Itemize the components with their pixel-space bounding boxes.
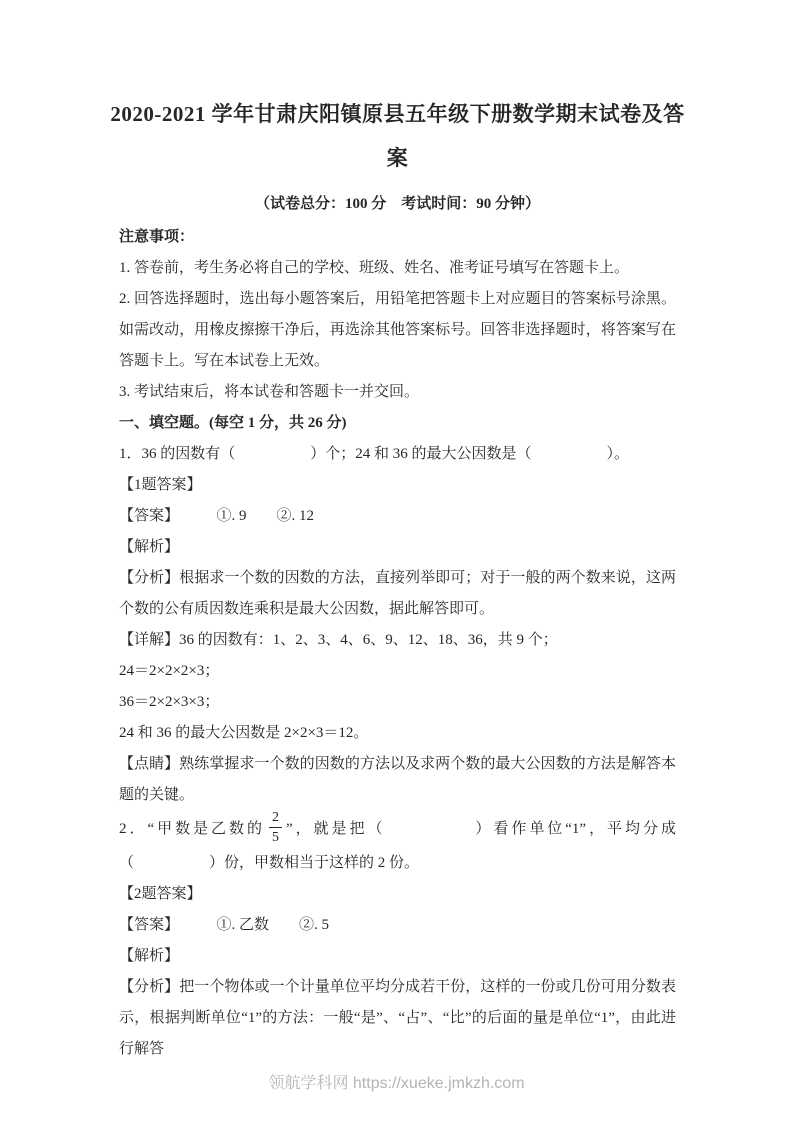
q1-equation-1: 24＝2×2×2×3； xyxy=(119,663,220,679)
page-title: 2020-2021 学年甘肃庆阳镇原县五年级下册数学期末试卷及答案 xyxy=(110,102,685,170)
question-2-text xyxy=(119,811,676,879)
q1-detail: 【详解】36 的因数有：1、2、3、4、6、9、12、18、36，共 9 个； xyxy=(119,632,558,648)
notice-item-1: 1. 答卷前，考生务必将自己的学校、班级、姓名、准考证号填写在答题卡上。 xyxy=(119,260,630,276)
question-1-text: 1．36 的因数有（ ）个；24 和 36 的最大公因数是（ ）。 xyxy=(119,446,630,462)
watermark xyxy=(0,1074,793,1094)
q1-answer: 【答案】 ①. 9 ②. 12 xyxy=(119,508,315,524)
notice-item-2: 2. 回答选择题时，选出每小题答案后，用铅笔把答题卡上对应题目的答案标号涂黑。如需改动，用橡皮擦擦干净后，再选涂其他答案标号。回答非选择题时，将答案写在答题卡上。写在本试卷上无效。 xyxy=(119,291,676,369)
notice-item-3: 3. 考试结束后，将本试卷和答题卡一并交回。 xyxy=(119,384,420,400)
exam-info: （试卷总分：100 分 考试时间：90 分钟） xyxy=(254,196,540,212)
q1-equation-2: 36＝2×2×3×3； xyxy=(119,694,220,710)
section-heading-fill-in-blanks: 一、填空题。(每空 1 分，共 26 分) xyxy=(119,415,347,431)
q2-analysis-label: 【解析】 xyxy=(119,948,180,964)
q2-text-prefix: 2．“甲数是乙数的 xyxy=(119,820,265,837)
q1-answer-label: 【1题答案】 xyxy=(119,477,202,493)
fraction-numerator: 2 xyxy=(269,809,282,828)
q1-note: 【点睛】熟练掌握求一个数的因数的方法以及求两个数的最大公因数的方法是解答本题的关键。 xyxy=(119,756,676,803)
fraction-denominator: 5 xyxy=(271,830,279,845)
q2-analysis: 【分析】把一个物体或一个计量单位平均分成若干份，这样的一份或几份可用分数表示，根据判断单位“1”的方法：一般“是”、“占”、“比”的后面的量是单位“1”，由此进行解答 xyxy=(119,979,676,1057)
watermark-text: 领航学科网 https://xueke.jmkzh.com xyxy=(268,1075,525,1092)
q1-equation-3: 24 和 36 的最大公因数是 2×2×3＝12。 xyxy=(119,725,369,741)
q1-analysis: 【分析】根据求一个数的因数的方法，直接列举即可；对于一般的两个数来说，这两个数的公有质因数连乘积是最大公因数，据此解答即可。 xyxy=(119,570,676,617)
q2-text-suffix: ”，就是把（ ）看作单位“1”，平均分成（ ）份，甲数相当于这样的 2 份。 xyxy=(119,820,676,871)
q1-analysis-label: 【解析】 xyxy=(119,539,180,555)
notice-heading: 注意事项： xyxy=(119,229,195,245)
q2-answer: 【答案】 ①. 乙数 ②. 5 xyxy=(119,917,330,933)
fraction-two-fifths xyxy=(269,809,282,846)
q2-answer-label: 【2题答案】 xyxy=(119,886,202,902)
